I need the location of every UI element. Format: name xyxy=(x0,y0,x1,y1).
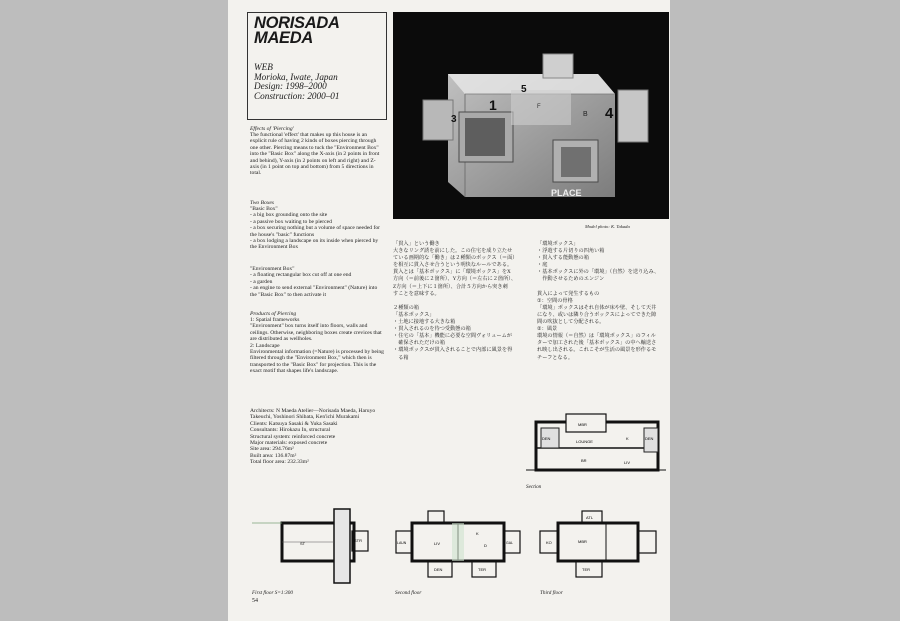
section-room-lounge: LOUNGE xyxy=(576,439,593,444)
section-label: Section xyxy=(526,484,542,490)
second-floor-room-ter: TER xyxy=(478,567,486,572)
second-floor-room-gal: GAL xyxy=(506,541,514,545)
basic-box-text: "Basic Box" - a big box grounding onto the site - a passive box waiting to be pierced - a box securing nothing but a volume of space needed for the house's "basic" functions - a box lodging a landscape on its inside when pierced by the Environment Box xyxy=(250,206,381,251)
third-floor-room-atl: ATL xyxy=(586,515,594,520)
second-floor-room-d: D xyxy=(484,543,487,548)
section-room-mbr: MBR xyxy=(578,422,587,427)
products-heading: Products of Piercing xyxy=(250,311,297,317)
third-floor-label: Third floor xyxy=(540,590,563,596)
effects-text: The functional 'effect' that makes up this house is an explicit rule of having 2 kinds of boxes piercing through one other. Piercing means to tuck the "Environment Box" into the "Basic Box" along the X-axis (in 2 points in front and behind), Y-axis (in 2 points on left and right) and Z-axis (in 1 point on top and bottom) from 5 directions in total. xyxy=(250,132,380,177)
products-text: 1: Spatial frameworks "Environment" box turns itself into floors, walls and ceilings. Otherwise, neighboring boxes create crevices that are distributed as wellholes. 2: Landscape Environmental information (=Nature) is processed by being filtered through the "Environment Box," which then is transported to the "Basic Box" for projection. This is the exact motif that shapes life's landscape. xyxy=(250,317,384,375)
credits: Architects: N Maeda Atelier—Norisada Maeda, Haruyo Takeuchi, Yoshinori Shibata, Ken'ichi Murakami Clients: Katsuya Sasaki & Yuka Sasaki Consultants: Hirokazu In, structural Structural system: reinforced concrete Major materials: exposed concrete Site area: 294.76m² Built area: 136.87m² Total floor area: 232.33m² xyxy=(250,408,376,466)
model-label-4: 4 xyxy=(605,105,614,122)
section-room-k: K xyxy=(626,436,629,441)
first-floor-room-st: ST xyxy=(300,541,306,546)
model-illustration xyxy=(393,12,669,219)
page-number: 54 xyxy=(252,598,258,604)
effects-heading: Effects of 'Piercing' xyxy=(250,126,294,132)
second-floor-label: Second floor xyxy=(395,590,422,596)
model-photo xyxy=(393,12,669,219)
two-boxes-heading: Two Boxes xyxy=(250,200,274,206)
second-floor-room-liv: LIV xyxy=(434,541,441,546)
third-floor-room-ko: KO xyxy=(546,540,552,545)
section-room-den-2: DEN xyxy=(645,436,654,441)
third-floor-plan xyxy=(536,505,660,590)
japanese-column-1: 「貫入」という働き 大きなリング誘を前にした。この住宅を成り立たせ ている画期的な「働き」は２種類のボックス（＝面） を相互に貫入させ合うという明快なルールである。 貫入とは「基本ボックス」に「環境ボックス」をX 方向（＝前後に２箇所）、Y方向（＝左右に２箇所）、 Z方向（＝上下に１箇所）、合計５方向から突き刺 すことを意味する。 ２種類の箱 「基本ボックス」 ・土地に接地する大きな箱 ・貫入されるのを待つ受動態の箱 ・住宅の「基本」機能に必要な空間ヴォリュームが 確保されただけの箱 ・環境ボックスが貫入されることで内部に風景を得 る箱 xyxy=(393,241,518,361)
first-floor-room-str: STR xyxy=(354,538,362,543)
section-room-liv: LIV xyxy=(624,460,631,465)
model-label-1: 1 xyxy=(489,97,497,113)
section-room-br: BR xyxy=(581,458,587,463)
model-label-place: PLACE xyxy=(551,188,582,198)
japanese-column-2: 「環境ボックス」 ・浮遊する片切りの四角い箱 ・貫入する能動態の箱 ・庭 ・基本ボックスに外の「環境」（自然）を送り込み、 作動させるためのエンジン 貫入によって発生するもの ①：空間の骨格 「環境」ボックスはそれ自体が床や壁、そして天井 になり、或いは隣り合うボックスによってできた隙 間の吹抜として分配される。 ②：風景 環境の情報（＝自然）は「環境ボックス」のフィル ターで加工された後「基本ボックス」の中へ輸送さ れ映し出される。これこそが生活の風景を形作るモ チーフとなる。 xyxy=(537,241,660,361)
third-floor-room-ter: TER xyxy=(582,567,590,572)
first-floor-plan xyxy=(252,505,372,590)
model-label-f: F xyxy=(537,104,541,110)
second-floor-room-laun: LAUN xyxy=(397,541,407,545)
project-meta: WEB Morioka, Iwate, Japan Design: 1998–2000 Construction: 2000–01 xyxy=(254,62,340,101)
photo-caption: Model photo: K. Takada xyxy=(585,224,630,229)
section-drawing xyxy=(526,412,666,482)
second-floor-room-den: DEN xyxy=(434,567,443,572)
model-label-b: B xyxy=(583,111,588,118)
section-room-den: DEN xyxy=(542,436,551,441)
model-label-3: 3 xyxy=(451,114,457,125)
third-floor-room-mbr: MBR xyxy=(578,539,587,544)
second-floor-plan xyxy=(392,505,524,590)
environment-box-text: "Environment Box" - a floating rectangular box cut off at one end - a garden - an engine to send external "Environment" (Nature) into the "Basic Box" to then activate it xyxy=(250,266,378,298)
second-floor-room-k: K xyxy=(476,531,479,536)
model-label-5: 5 xyxy=(521,84,527,95)
architect-name: NORISADA MAEDA xyxy=(254,14,340,47)
first-floor-label: First floor S=1:300 xyxy=(252,590,293,596)
